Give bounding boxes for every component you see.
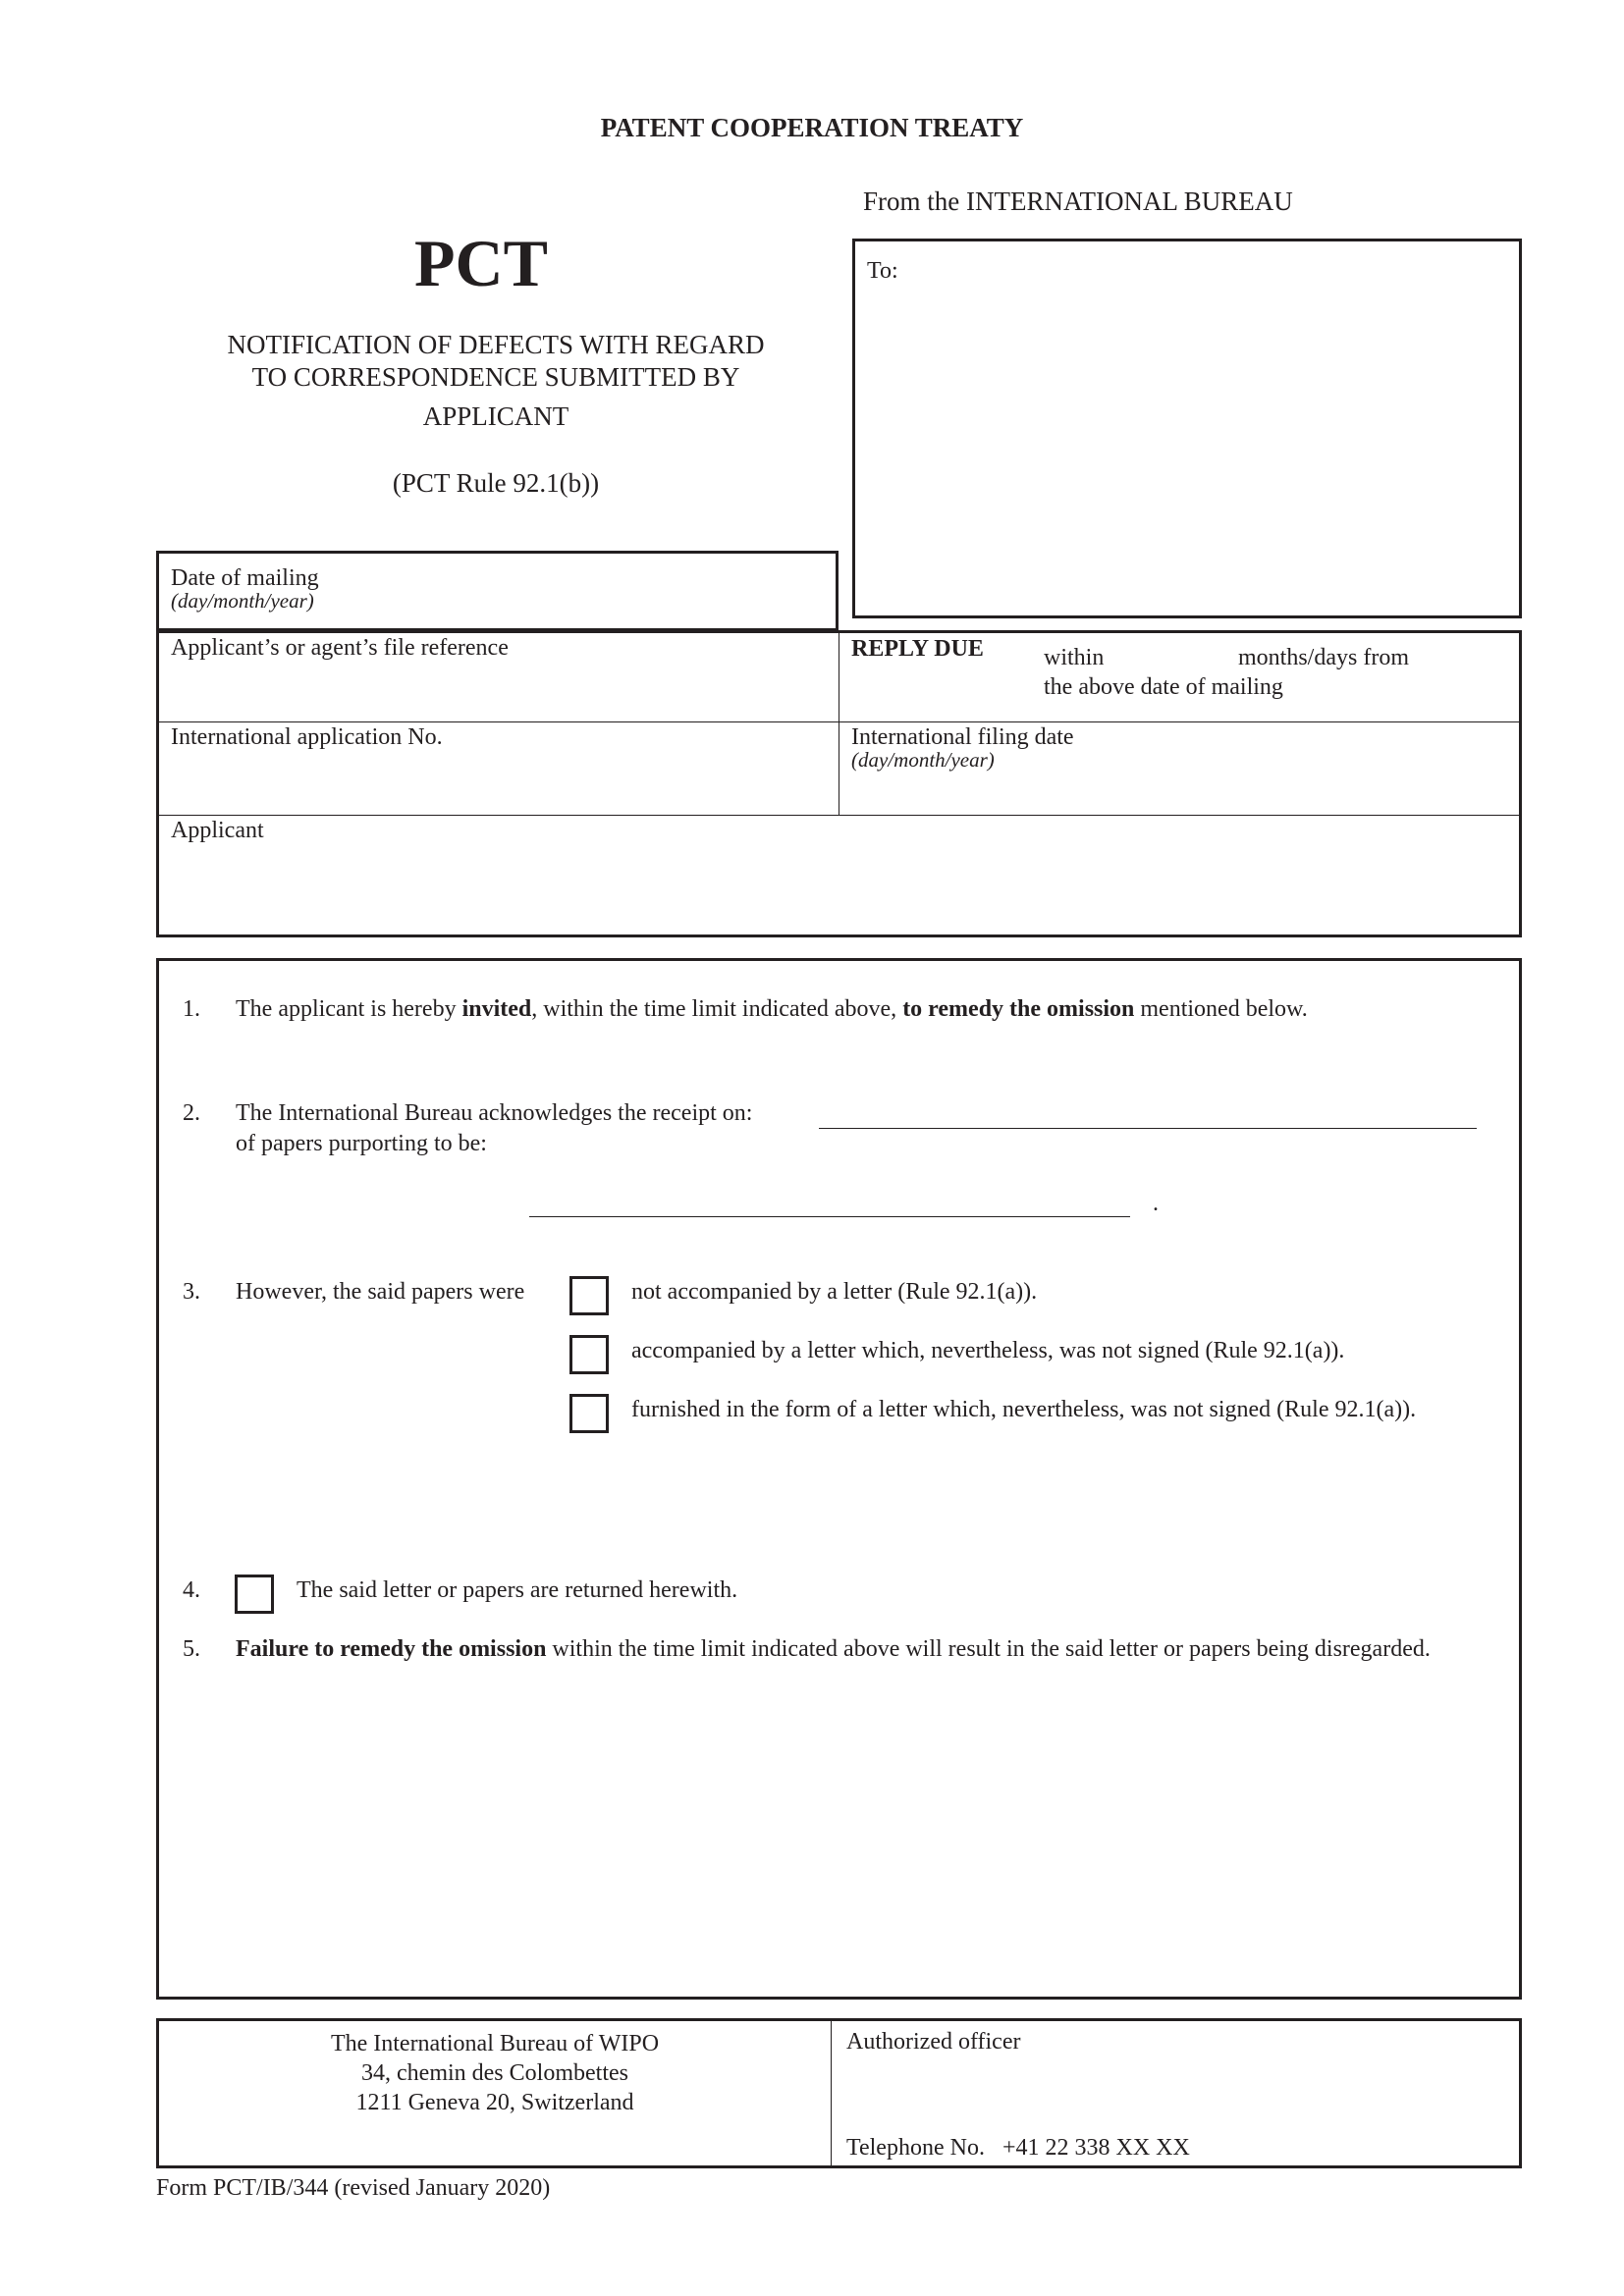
item-4-number: 4. <box>183 1577 200 1603</box>
telephone-line <box>846 2133 1190 2163</box>
item-2-number: 2. <box>183 1100 200 1126</box>
date-of-mailing-box[interactable] <box>156 551 839 631</box>
wipo-address-line3: 1211 Geneva 20, Switzerland <box>355 2090 634 2115</box>
option-no-letter: not accompanied by a letter (Rule 92.1(a)). <box>631 1279 1038 1305</box>
notification-title-line1: NOTIFICATION OF DEFECTS WITH REGARD <box>227 330 765 359</box>
applicant-field[interactable] <box>159 816 1519 934</box>
reply-due-within: within <box>1044 645 1105 670</box>
telephone-label: Telephone No. <box>846 2135 985 2161</box>
telephone-number: +41 22 338 XX XX <box>1001 2135 1190 2161</box>
wipo-footer-box <box>156 2018 1522 2168</box>
item-5-number: 5. <box>183 1636 200 1662</box>
checkbox-form-letter-not-signed[interactable] <box>569 1394 609 1433</box>
filing-date-label: International filing date <box>851 724 1074 750</box>
footer-column-divider <box>831 2021 832 2165</box>
application-number-field[interactable] <box>159 722 839 815</box>
applicant-label: Applicant <box>171 818 264 843</box>
pct-heading: PCT <box>414 226 548 300</box>
papers-description-blank[interactable] <box>529 1216 1130 1217</box>
receipt-date-blank[interactable] <box>819 1128 1477 1129</box>
option-letter-not-signed: accompanied by a letter which, nevertheless, was not signed (Rule 92.1(a)). <box>631 1338 1345 1363</box>
item-1-text: The applicant is hereby invited, within the time limit indicated above, to remedy the omission mentioned below. <box>236 996 1308 1022</box>
checkbox-letter-not-signed[interactable] <box>569 1335 609 1374</box>
date-of-mailing-format: (day/month/year) <box>171 589 314 613</box>
application-number-label: International application No. <box>171 724 443 750</box>
reply-due-field[interactable] <box>839 633 1519 721</box>
filing-date-format: (day/month/year) <box>851 748 995 772</box>
option-form-letter-not-signed: furnished in the form of a letter which, nevertheless, was not signed (Rule 92.1(a)). <box>631 1397 1417 1422</box>
reply-due-above-date: the above date of mailing <box>1044 674 1283 700</box>
notification-items-box <box>156 958 1522 2000</box>
checkbox-no-letter[interactable] <box>569 1276 609 1315</box>
item-2-receipt-text: The International Bureau acknowledges the receipt on: <box>236 1100 753 1126</box>
form-identifier: Form PCT/IB/344 (revised January 2020) <box>156 2175 551 2201</box>
from-line: From the INTERNATIONAL BUREAU <box>863 187 1293 216</box>
authorized-officer-label: Authorized officer <box>846 2029 1021 2055</box>
treaty-title: PATENT COOPERATION TREATY <box>600 113 1024 142</box>
item-3-number: 3. <box>183 1279 200 1305</box>
file-reference-field[interactable] <box>159 633 839 721</box>
reply-due-label: REPLY DUE <box>851 636 984 662</box>
wipo-address-line2: 34, chemin des Colombettes <box>361 2060 628 2086</box>
date-of-mailing-label: Date of mailing <box>171 565 319 591</box>
to-label: To: <box>867 258 898 284</box>
item-4-text: The said letter or papers are returned herewith. <box>297 1577 738 1603</box>
notification-title-line2: TO CORRESPONDENCE SUBMITTED BY <box>251 362 740 392</box>
checkbox-papers-returned[interactable] <box>235 1575 274 1614</box>
item-2-period: . <box>1153 1191 1159 1216</box>
item-1-number: 1. <box>183 996 200 1022</box>
to-box[interactable] <box>852 239 1522 618</box>
wipo-address-line1: The International Bureau of WIPO <box>330 2031 660 2056</box>
rule-reference: (PCT Rule 92.1(b)) <box>392 468 600 498</box>
application-info-table <box>156 630 1522 937</box>
item-5-text: Failure to remedy the omission within the time limit indicated above will result in the said letter or papers being disregarded. <box>236 1636 1431 1662</box>
notification-title-line3: APPLICANT <box>422 401 569 431</box>
item-2-papers-text: of papers purporting to be: <box>236 1131 487 1156</box>
reply-due-months-days: months/days from <box>1238 645 1409 670</box>
filing-date-field[interactable] <box>839 722 1519 815</box>
file-reference-label: Applicant’s or agent’s file reference <box>171 635 509 661</box>
item-3-lead-text: However, the said papers were <box>236 1279 525 1305</box>
